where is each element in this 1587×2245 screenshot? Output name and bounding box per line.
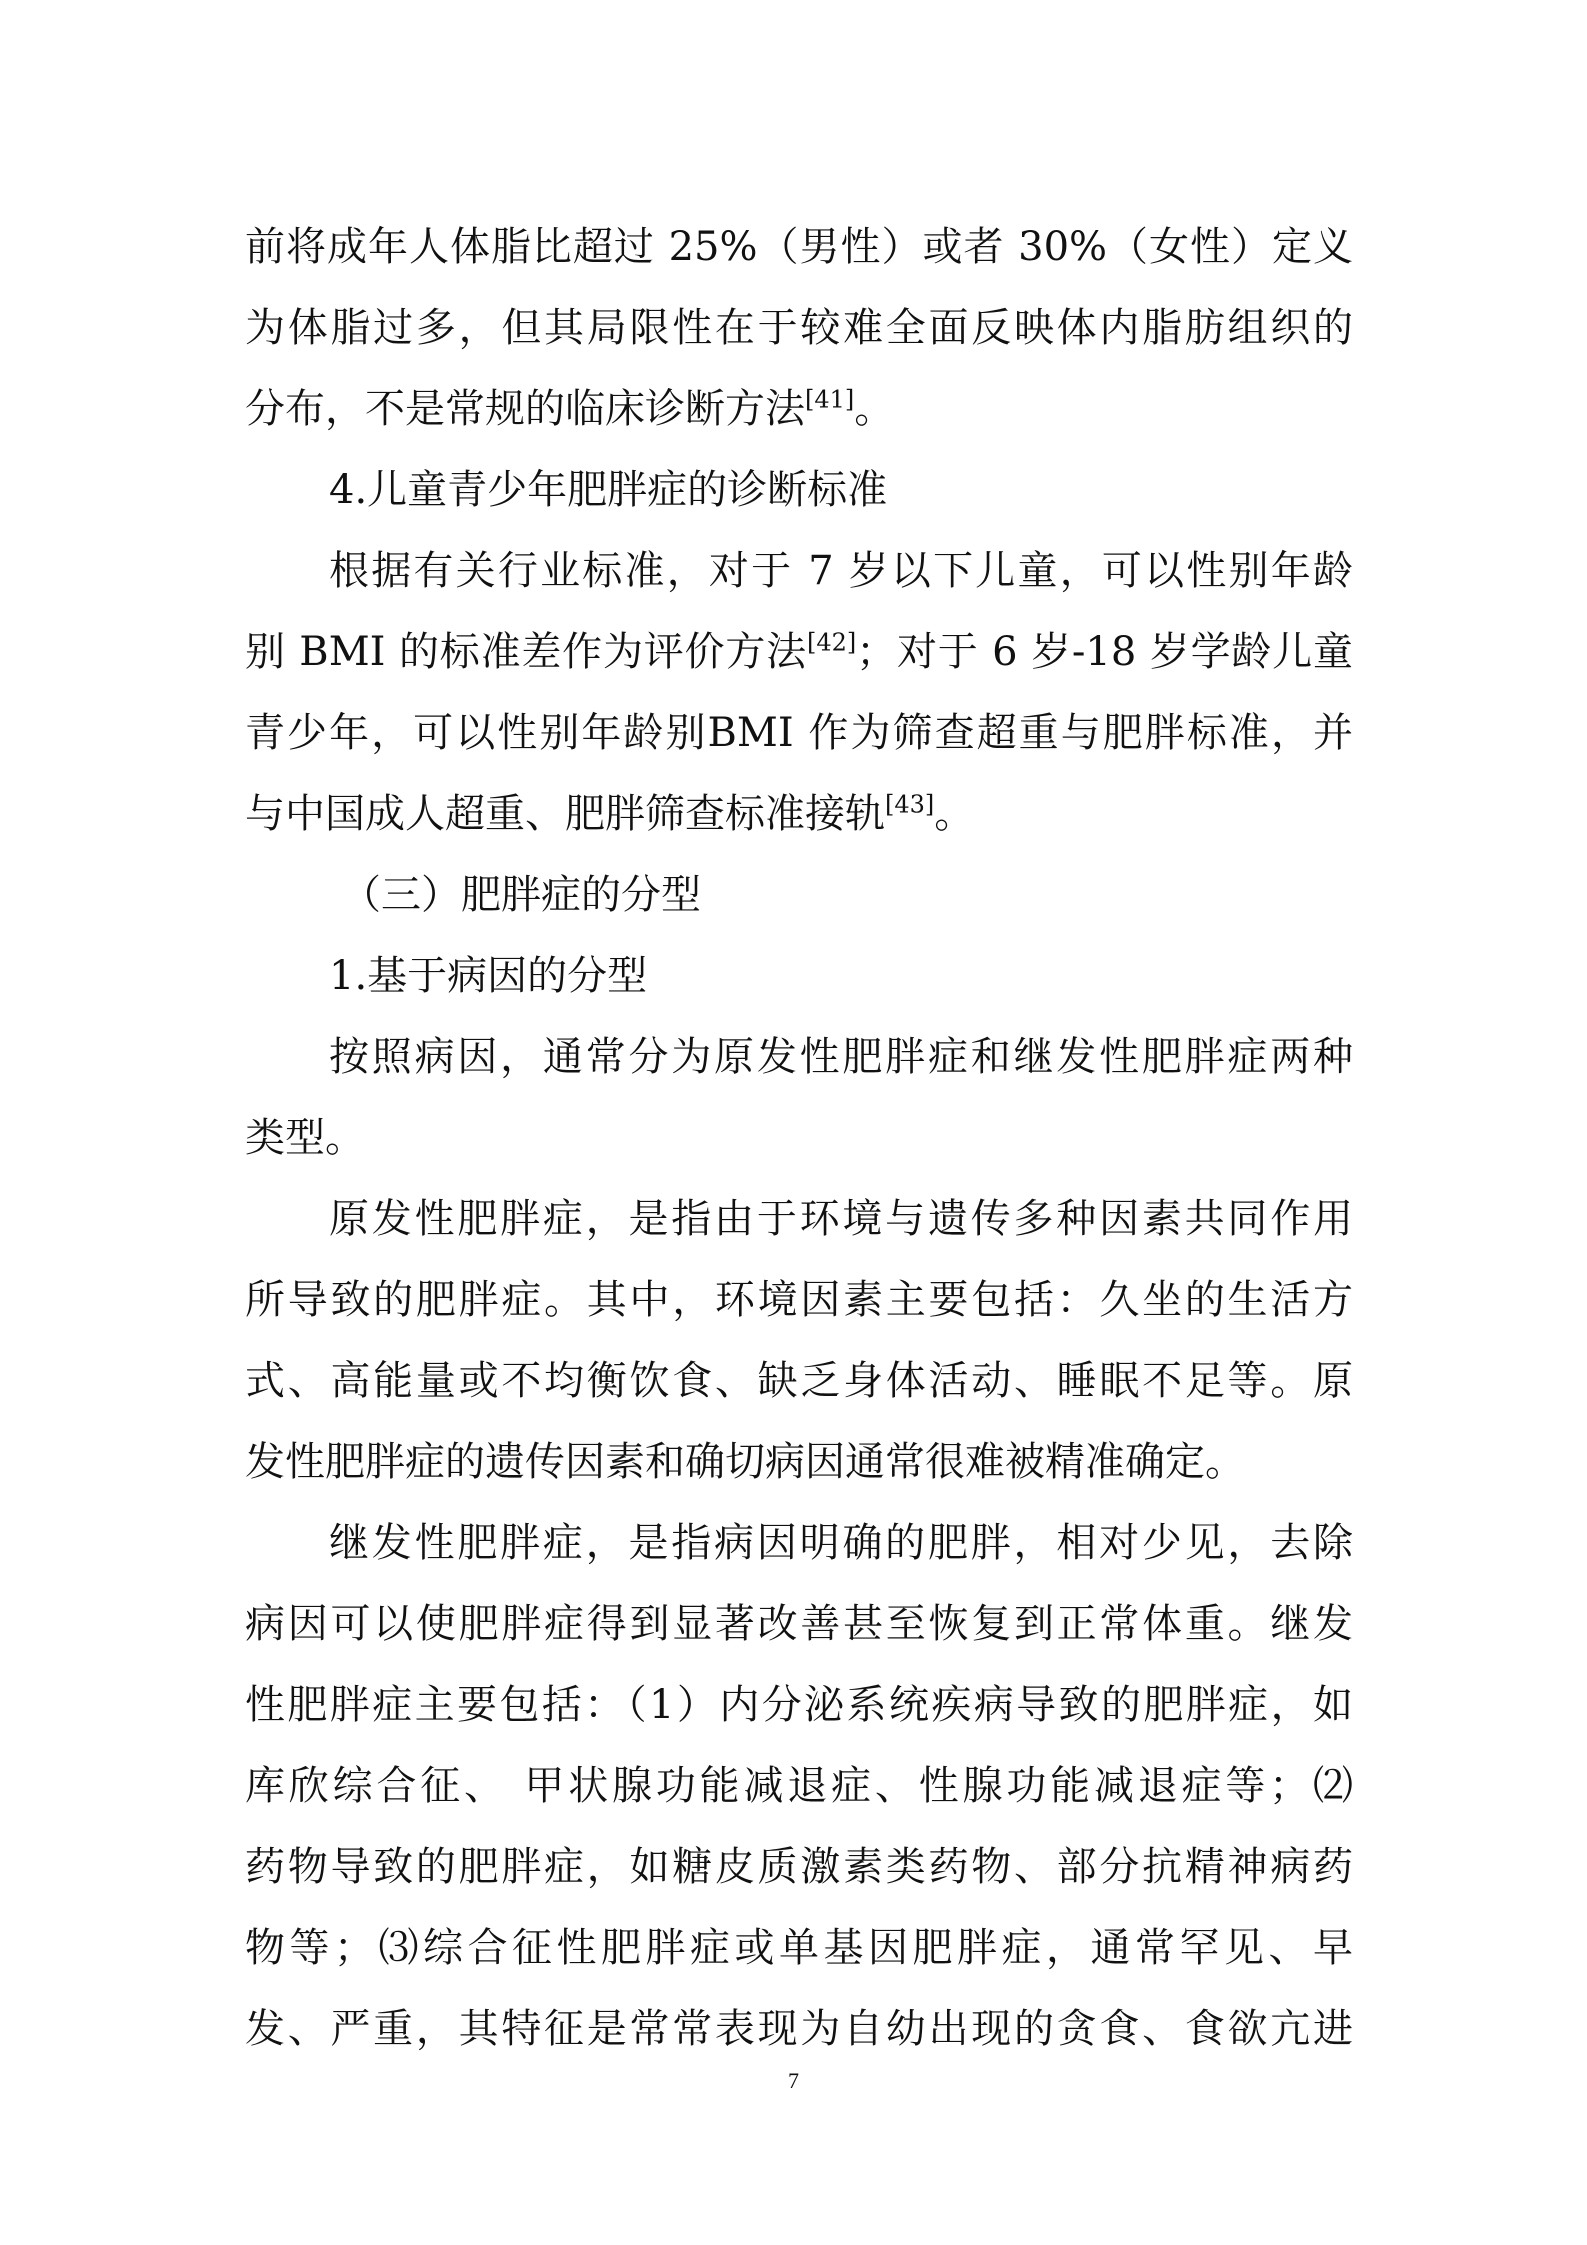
text-line: 类型。	[245, 1115, 365, 1161]
text-line: 别 BMI 的标准差作为评价方法[42]；对于 6 岁-18 岁学龄儿童	[245, 628, 1353, 675]
text-line: 发、严重，其特征是常常表现为自幼出现的贪食、食欲亢进	[245, 2006, 1353, 2052]
text-line: 库欣综合征、 甲状腺功能减退症、性腺功能减退症等；⑵	[245, 1763, 1353, 1809]
body-text	[245, 212, 1353, 2075]
text-line: 根据有关行业标准，对于 7 岁以下儿童，可以性别年龄	[329, 548, 1353, 594]
text-line: 青少年，可以性别年龄别BMI 作为筛查超重与肥胖标准，并	[245, 710, 1353, 756]
text-line: 发性肥胖症的遗传因素和确切病因通常很难被精准确定。	[245, 1439, 1245, 1485]
text-line: 药物导致的肥胖症，如糖皮质激素类药物、部分抗精神病药	[245, 1844, 1353, 1890]
text-line: 继发性肥胖症，是指病因明确的肥胖，相对少见，去除	[329, 1520, 1353, 1566]
text-line: 为体脂过多，但其局限性在于较难全面反映体内脂肪组织的	[245, 305, 1353, 351]
text-line: 前将成年人体脂比超过 25%（男性）或者 30%（女性）定义	[245, 224, 1353, 270]
text-line: 分布，不是常规的临床诊断方法[41]。	[245, 385, 895, 432]
subsection-heading: 4.儿童青少年肥胖症的诊断标准	[329, 467, 888, 513]
text-line: 原发性肥胖症，是指由于环境与遗传多种因素共同作用	[329, 1196, 1353, 1242]
text-line: 所导致的肥胖症。其中，环境因素主要包括：久坐的生活方	[245, 1277, 1353, 1323]
text-line: 与中国成人超重、肥胖筛查标准接轨[43]。	[245, 790, 975, 837]
text-line: 按照病因，通常分为原发性肥胖症和继发性肥胖症两种	[329, 1034, 1353, 1080]
text-line: 病因可以使肥胖症得到显著改善甚至恢复到正常体重。继发	[245, 1601, 1353, 1647]
citation-ref: [41]	[805, 385, 855, 414]
section-heading: （三）肥胖症的分型	[341, 872, 701, 918]
subsection-heading: 1.基于病因的分型	[329, 953, 648, 999]
page-number: 7	[788, 2068, 799, 2093]
citation-ref: [43]	[885, 790, 935, 819]
text-line: 物等；⑶综合征性肥胖症或单基因肥胖症，通常罕见、早	[245, 1925, 1353, 1971]
text-line: 式、高能量或不均衡饮食、缺乏身体活动、睡眠不足等。原	[245, 1358, 1353, 1404]
citation-ref: [42]	[806, 628, 857, 657]
text-line: 性肥胖症主要包括：（1）内分泌系统疾病导致的肥胖症，如	[245, 1682, 1353, 1728]
